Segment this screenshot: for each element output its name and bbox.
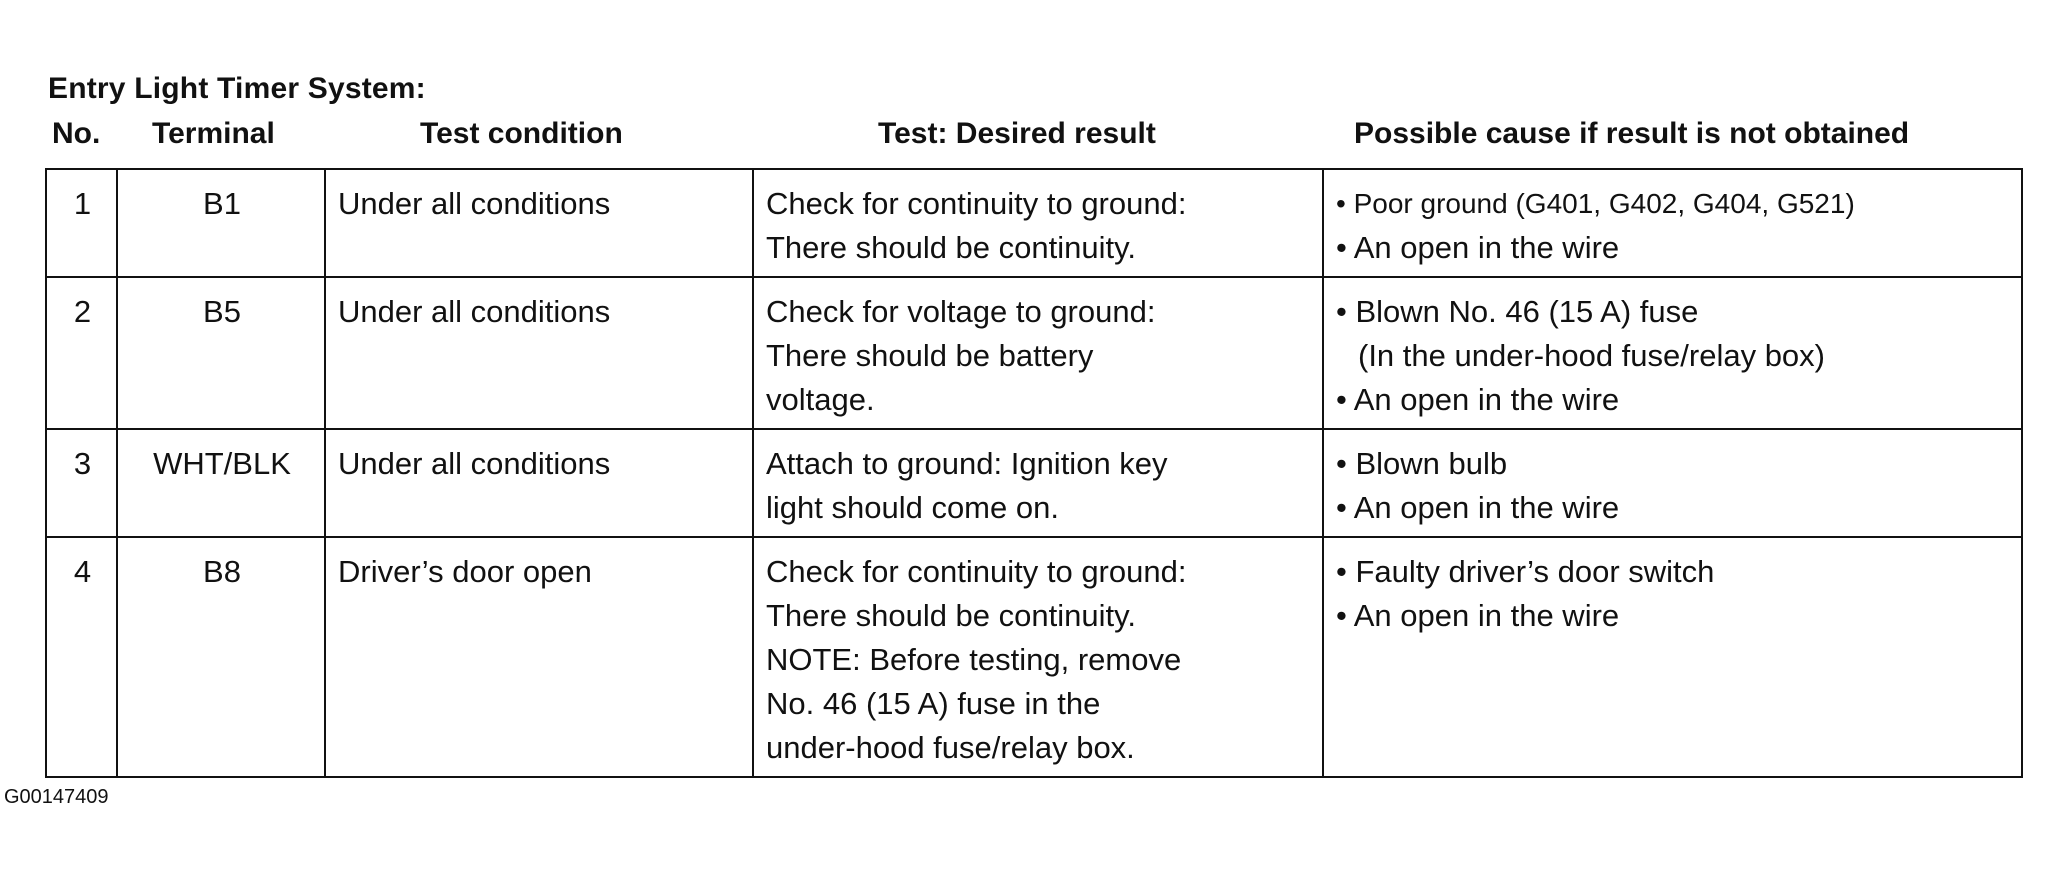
cause-line: • Faulty driver’s door switch	[1336, 554, 1715, 589]
result-line: There should be continuity.	[766, 598, 1136, 633]
result-line: There should be continuity.	[766, 230, 1136, 265]
result-line: Attach to ground: Ignition key	[766, 446, 1168, 481]
desired-result-cell	[753, 429, 1323, 537]
terminal-cell: B1	[117, 169, 325, 277]
header-terminal: Terminal	[152, 117, 275, 150]
table-title: Entry Light Timer System:	[48, 72, 426, 105]
result-line: Check for continuity to ground:	[766, 186, 1187, 221]
result-line: light should come on.	[766, 490, 1059, 525]
cause-line: • An open in the wire	[1336, 598, 1620, 633]
result-line: There should be battery	[766, 338, 1094, 373]
terminal-cell: B8	[117, 537, 325, 777]
test-condition-cell: Under all conditions	[325, 169, 753, 277]
header-no: No.	[52, 117, 101, 150]
row-number: 1	[46, 169, 117, 277]
result-line: Check for voltage to ground:	[766, 294, 1156, 329]
cause-line: • An open in the wire	[1336, 382, 1620, 417]
table-row	[46, 537, 2022, 777]
terminal-cell: WHT/BLK	[117, 429, 325, 537]
row-number: 3	[46, 429, 117, 537]
test-condition-cell: Driver’s door open	[325, 537, 753, 777]
desired-result-cell	[753, 169, 1323, 277]
desired-result-cell	[753, 277, 1323, 429]
test-condition-cell: Under all conditions	[325, 429, 753, 537]
figure-id: G00147409	[4, 786, 109, 808]
possible-cause-cell	[1323, 169, 2022, 277]
cause-line: • Blown bulb	[1336, 446, 1508, 481]
row-number: 2	[46, 277, 117, 429]
cause-line: • An open in the wire	[1336, 490, 1620, 525]
possible-cause-cell	[1323, 537, 2022, 777]
result-line: under-hood fuse/relay box.	[766, 730, 1135, 765]
result-line: Check for continuity to ground:	[766, 554, 1187, 589]
result-line: No. 46 (15 A) fuse in the	[766, 686, 1101, 721]
possible-cause-cell	[1323, 277, 2022, 429]
terminal-cell: B5	[117, 277, 325, 429]
cause-line: (In the under-hood fuse/relay box)	[1358, 338, 1825, 373]
entry-light-timer-table	[45, 168, 2023, 778]
result-line: voltage.	[766, 382, 875, 417]
row-number: 4	[46, 537, 117, 777]
result-line: NOTE: Before testing, remove	[766, 642, 1182, 677]
cause-line: • Blown No. 46 (15 A) fuse	[1336, 294, 1699, 329]
cause-line: • Poor ground (G401, G402, G404, G521)	[1336, 188, 1855, 219]
table-row	[46, 277, 2022, 429]
test-condition-cell: Under all conditions	[325, 277, 753, 429]
table-row	[46, 169, 2022, 277]
possible-cause-cell	[1323, 429, 2022, 537]
header-desired-result: Test: Desired result	[878, 117, 1156, 150]
header-possible-cause: Possible cause if result is not obtained	[1354, 117, 1910, 150]
desired-result-cell	[753, 537, 1323, 777]
cause-line: • An open in the wire	[1336, 230, 1620, 265]
header-test-condition: Test condition	[420, 117, 623, 150]
table-row	[46, 429, 2022, 537]
